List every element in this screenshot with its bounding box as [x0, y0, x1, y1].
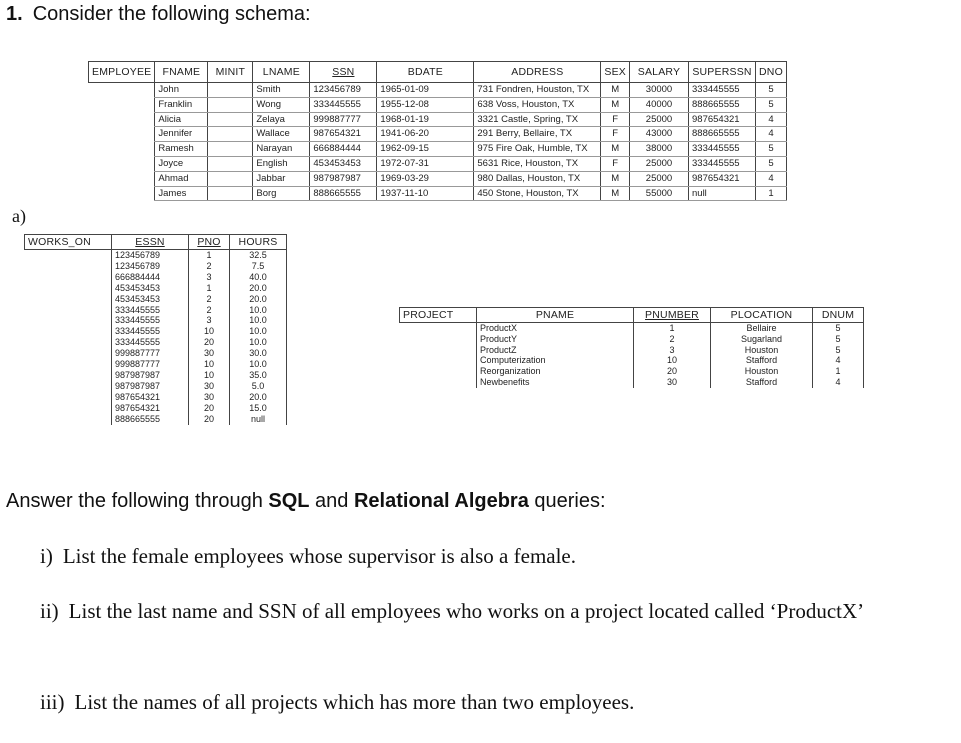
table-cell: 10.0 [230, 337, 287, 348]
table-cell: 1969-03-29 [377, 171, 474, 186]
table-cell: 980 Dallas, Houston, TX [474, 171, 601, 186]
table-row [25, 250, 287, 261]
table-cell: 1 [634, 323, 711, 334]
table-cell: Wallace [253, 127, 310, 142]
table-cell: 10 [189, 370, 230, 381]
table-cell: 291 Berry, Bellaire, TX [474, 127, 601, 142]
table-cell: 453453453 [310, 156, 377, 171]
table-cell: English [253, 156, 310, 171]
table-row [89, 83, 787, 98]
table-cell: 123456789 [310, 83, 377, 98]
table-row [25, 359, 287, 370]
table-cell: 987987987 [310, 171, 377, 186]
employee-rows [89, 83, 787, 201]
question-text: List the female employees whose supervisor is also a female. [62, 544, 577, 568]
table-cell: 987654321 [112, 403, 189, 414]
table-cell: 2 [634, 334, 711, 345]
works-on-header-row [25, 235, 287, 250]
table-cell: 5 [756, 142, 787, 157]
question-heading-text: Consider the following schema: [32, 3, 311, 25]
question-item [40, 690, 634, 715]
question-num: iii) [40, 690, 65, 714]
table-cell: 10.0 [230, 326, 287, 337]
table-cell: 30 [634, 377, 711, 388]
table-cell: ProductZ [477, 345, 634, 356]
question-item [40, 599, 930, 624]
table-row [89, 97, 787, 112]
employee-col-header: BDATE [377, 62, 474, 83]
table-cell: 1937-11-10 [377, 186, 474, 201]
table-cell: Franklin [155, 97, 208, 112]
table-cell: 5 [756, 83, 787, 98]
table-cell: Jennifer [155, 127, 208, 142]
table-cell: M [601, 171, 630, 186]
employee-table-name: EMPLOYEE [89, 62, 155, 83]
table-cell: 20 [189, 403, 230, 414]
table-cell: 3 [189, 315, 230, 326]
question-num: i) [40, 544, 53, 568]
table-cell: Narayan [253, 142, 310, 157]
question-heading [6, 3, 311, 26]
table-cell: Smith [253, 83, 310, 98]
works-on-table [24, 234, 287, 425]
table-cell [208, 127, 253, 142]
table-cell: 2 [189, 305, 230, 316]
table-cell: 35.0 [230, 370, 287, 381]
table-cell: M [601, 142, 630, 157]
table-cell: 25000 [630, 156, 689, 171]
table-cell: 20 [189, 337, 230, 348]
table-cell: 333445555 [689, 83, 756, 98]
table-row [25, 272, 287, 283]
table-cell: 987654321 [689, 171, 756, 186]
table-cell: 1941-06-20 [377, 127, 474, 142]
table-cell: 333445555 [112, 305, 189, 316]
table-cell: 2 [189, 294, 230, 305]
table-cell: 30.0 [230, 348, 287, 359]
works-on-col-header: HOURS [230, 235, 287, 250]
table-cell: Stafford [711, 377, 813, 388]
table-cell: 638 Voss, Houston, TX [474, 97, 601, 112]
table-cell: F [601, 127, 630, 142]
table-cell: 2 [189, 261, 230, 272]
employee-col-header: SSN [310, 62, 377, 83]
table-cell: 10.0 [230, 315, 287, 326]
table-cell: 987654321 [310, 127, 377, 142]
project-header-row [400, 308, 864, 323]
table-row [400, 366, 864, 377]
table-cell: null [689, 186, 756, 201]
question-item [40, 544, 576, 569]
table-cell: Wong [253, 97, 310, 112]
table-cell: 3 [634, 345, 711, 356]
project-col-header: DNUM [813, 308, 864, 323]
table-row [400, 334, 864, 345]
table-cell: 1962-09-15 [377, 142, 474, 157]
table-cell: James [155, 186, 208, 201]
table-cell: 888665555 [689, 97, 756, 112]
table-cell: 333445555 [112, 337, 189, 348]
table-cell: 3321 Castle, Spring, TX [474, 112, 601, 127]
table-cell: 5 [756, 156, 787, 171]
table-cell [208, 97, 253, 112]
table-cell: 20.0 [230, 283, 287, 294]
table-cell: 975 Fire Oak, Humble, TX [474, 142, 601, 157]
table-cell: 999887777 [112, 359, 189, 370]
table-cell: 987987987 [112, 370, 189, 381]
question-text: List the last name and SSN of all employees who works on a project located called ‘ProductX’ [68, 599, 865, 623]
table-cell: 5631 Rice, Houston, TX [474, 156, 601, 171]
table-cell: 30000 [630, 83, 689, 98]
table-cell: 999887777 [310, 112, 377, 127]
table-cell [208, 112, 253, 127]
table-row [400, 355, 864, 366]
table-cell: ProductY [477, 334, 634, 345]
table-cell: 1 [756, 186, 787, 201]
table-cell: 731 Fondren, Houston, TX [474, 83, 601, 98]
part-marker: a) [12, 206, 26, 226]
table-cell: 40.0 [230, 272, 287, 283]
table-cell: 333445555 [689, 142, 756, 157]
table-cell: 10 [634, 355, 711, 366]
table-cell: 987654321 [112, 392, 189, 403]
table-cell: 5 [813, 345, 864, 356]
table-cell: 1 [189, 250, 230, 261]
works-on-col-header: ESSN [112, 235, 189, 250]
table-cell: 453453453 [112, 283, 189, 294]
table-cell: Borg [253, 186, 310, 201]
table-cell: 10.0 [230, 305, 287, 316]
table-row [25, 294, 287, 305]
table-cell: 666884444 [112, 272, 189, 283]
table-cell: 1 [189, 283, 230, 294]
employee-col-header: SALARY [630, 62, 689, 83]
table-row [25, 403, 287, 414]
table-cell: 453453453 [112, 294, 189, 305]
table-cell: Zelaya [253, 112, 310, 127]
table-row [400, 377, 864, 388]
table-row [25, 414, 287, 425]
table-cell: 888665555 [112, 414, 189, 425]
table-cell: 25000 [630, 171, 689, 186]
table-cell: Joyce [155, 156, 208, 171]
employee-col-header: DNO [756, 62, 787, 83]
table-cell: 333445555 [112, 315, 189, 326]
table-row [25, 381, 287, 392]
works-on-col-header: PNO [189, 235, 230, 250]
table-cell [208, 142, 253, 157]
table-cell: 888665555 [310, 186, 377, 201]
table-cell: 55000 [630, 186, 689, 201]
works-on-table-name: WORKS_ON [25, 235, 112, 250]
table-row [89, 186, 787, 201]
table-cell: 450 Stone, Houston, TX [474, 186, 601, 201]
table-cell: 20.0 [230, 294, 287, 305]
table-cell: 4 [813, 355, 864, 366]
instruction-sql: SQL [268, 490, 310, 512]
table-cell: 333445555 [689, 156, 756, 171]
table-cell: 43000 [630, 127, 689, 142]
table-cell: 4 [813, 377, 864, 388]
table-cell: 5 [813, 334, 864, 345]
instruction-text [6, 490, 606, 513]
table-row [89, 127, 787, 142]
employee-col-header: MINIT [208, 62, 253, 83]
instruction-and: and [309, 490, 354, 512]
table-cell: 20 [634, 366, 711, 377]
instruction-prefix: Answer the following through [6, 490, 269, 512]
table-cell: 1972-07-31 [377, 156, 474, 171]
project-col-header: PNAME [477, 308, 634, 323]
table-cell [208, 83, 253, 98]
table-row [89, 142, 787, 157]
project-table [399, 307, 864, 388]
table-cell: 123456789 [112, 250, 189, 261]
table-row [25, 337, 287, 348]
employee-col-header: SEX [601, 62, 630, 83]
table-cell: 10 [189, 326, 230, 337]
table-cell: 7.5 [230, 261, 287, 272]
table-cell: 20.0 [230, 392, 287, 403]
project-rows [400, 323, 864, 388]
table-cell: ProductX [477, 323, 634, 334]
table-row [89, 156, 787, 171]
employee-col-header: LNAME [253, 62, 310, 83]
table-cell: Ahmad [155, 171, 208, 186]
employee-header-row [89, 62, 787, 83]
table-cell: 4 [756, 112, 787, 127]
table-cell: Alicia [155, 112, 208, 127]
table-cell [208, 156, 253, 171]
table-cell: 30 [189, 392, 230, 403]
table-cell [208, 186, 253, 201]
table-cell: 1 [813, 366, 864, 377]
table-row [400, 323, 864, 334]
table-cell: 123456789 [112, 261, 189, 272]
table-cell: 3 [189, 272, 230, 283]
project-col-header: PLOCATION [711, 308, 813, 323]
project-table-name: PROJECT [400, 308, 477, 323]
employee-col-header: ADDRESS [474, 62, 601, 83]
employee-table [88, 61, 787, 201]
question-number: 1. [6, 3, 23, 25]
table-row [89, 112, 787, 127]
table-cell: 30 [189, 381, 230, 392]
table-cell: 25000 [630, 112, 689, 127]
table-cell: 666884444 [310, 142, 377, 157]
table-cell: 1968-01-19 [377, 112, 474, 127]
table-row [89, 171, 787, 186]
question-num: ii) [40, 599, 59, 623]
table-cell: 38000 [630, 142, 689, 157]
table-cell [208, 171, 253, 186]
table-cell: Houston [711, 366, 813, 377]
table-cell: John [155, 83, 208, 98]
instruction-suffix: queries: [528, 490, 606, 512]
table-row [25, 326, 287, 337]
table-cell: M [601, 186, 630, 201]
table-cell: Stafford [711, 355, 813, 366]
table-cell: null [230, 414, 287, 425]
table-cell: M [601, 83, 630, 98]
employee-col-header: SUPERSSN [689, 62, 756, 83]
table-cell: 999887777 [112, 348, 189, 359]
table-cell: M [601, 97, 630, 112]
table-row [25, 392, 287, 403]
table-cell: 40000 [630, 97, 689, 112]
table-row [25, 261, 287, 272]
table-cell: 888665555 [689, 127, 756, 142]
works-on-rows [25, 250, 287, 425]
table-row [400, 345, 864, 356]
project-col-header: PNUMBER [634, 308, 711, 323]
table-cell: 1965-01-09 [377, 83, 474, 98]
table-cell: 32.5 [230, 250, 287, 261]
table-cell: 333445555 [112, 326, 189, 337]
table-cell: 5 [813, 323, 864, 334]
table-row [25, 315, 287, 326]
table-cell: Sugarland [711, 334, 813, 345]
table-cell: Newbenefits [477, 377, 634, 388]
table-cell: 10 [189, 359, 230, 370]
instruction-ra: Relational Algebra [353, 490, 529, 512]
table-cell: 15.0 [230, 403, 287, 414]
table-cell: 5.0 [230, 381, 287, 392]
table-cell: 20 [189, 414, 230, 425]
employee-col-header: FNAME [155, 62, 208, 83]
table-cell: F [601, 156, 630, 171]
table-cell: 987987987 [112, 381, 189, 392]
table-row [25, 370, 287, 381]
table-cell: Computerization [477, 355, 634, 366]
table-cell: 10.0 [230, 359, 287, 370]
table-cell: 4 [756, 171, 787, 186]
table-cell: 5 [756, 97, 787, 112]
table-cell: 1955-12-08 [377, 97, 474, 112]
table-cell: Jabbar [253, 171, 310, 186]
table-row [25, 305, 287, 316]
table-cell: Bellaire [711, 323, 813, 334]
table-cell: 30 [189, 348, 230, 359]
table-cell: 4 [756, 127, 787, 142]
question-text: List the names of all projects which has more than two employees. [74, 690, 635, 714]
table-cell: Ramesh [155, 142, 208, 157]
table-cell: F [601, 112, 630, 127]
table-cell: Houston [711, 345, 813, 356]
table-cell: 333445555 [310, 97, 377, 112]
table-cell: 987654321 [689, 112, 756, 127]
table-cell: Reorganization [477, 366, 634, 377]
table-row [25, 283, 287, 294]
table-row [25, 348, 287, 359]
